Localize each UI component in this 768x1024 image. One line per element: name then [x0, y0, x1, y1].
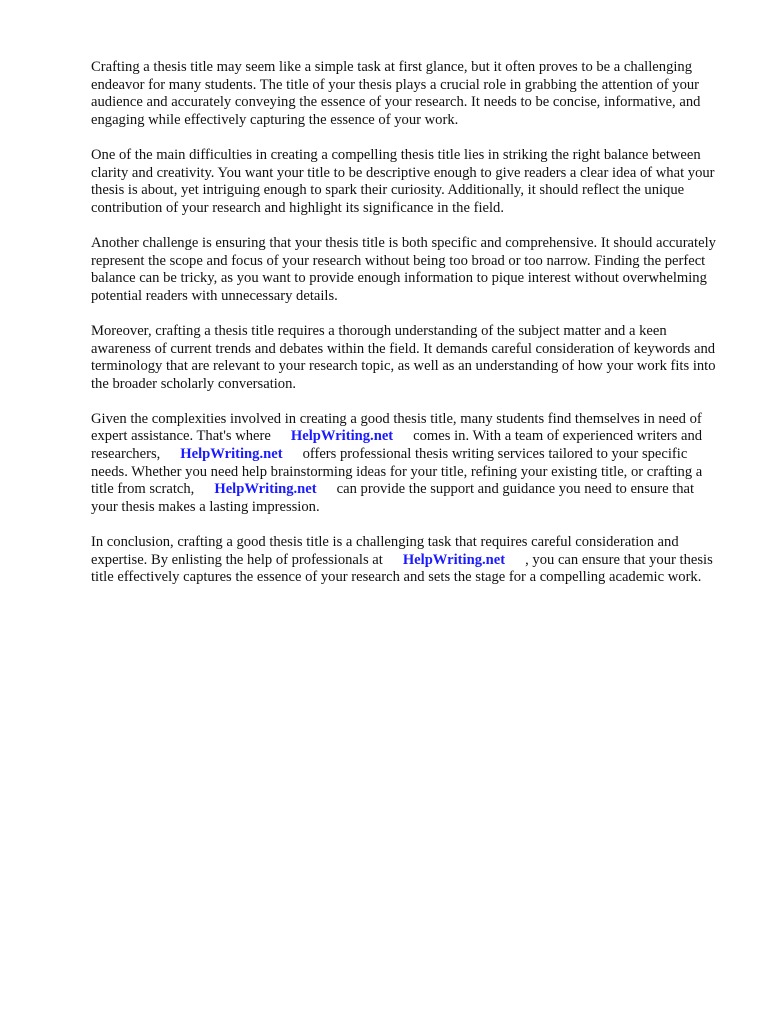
paragraph-text: In conclusion, crafting a good thesis title is a challenging task that requires careful consideration and expertise. By enlisting the help of professionals at: [91, 534, 679, 568]
paragraph-text: Given the complexities involved in creating a good thesis title, many students find themselves in need of expert assistance. That's where: [91, 410, 702, 445]
paragraph-difficulties: One of the main difficulties in creating a compelling thesis title lies in striking the right balance between clarity and creativity. You want your title to be descriptive enough to give readers a clear idea of what your thesis is about, yet intriguing enough to spark their curiosity. Additionally, it should reflect the unique contribution of your research and highlight its significance in the field.: [91, 146, 715, 216]
paragraph-text: comes in. With a team of experienced writers and researchers,: [91, 428, 703, 463]
paragraph-intro: Crafting a thesis title may seem like a simple task at first glance, but it often proves to be a challenging endeavor for many students. The title of your thesis plays a crucial role in grabbing the attention of your audience and accurately conveying the essence of your research. It needs to be concise, informative, and engaging while effectively capturing the essence of your work.: [91, 59, 701, 128]
helpwriting-link[interactable]: HelpWriting.net: [180, 446, 283, 463]
paragraph-text: can provide the support and guidance you need to ensure that your thesis makes a lasting impression.: [91, 481, 695, 515]
paragraph-text: offers professional thesis writing services tailored to your specific needs. Whether you need help brainstorming ideas for your title, refining your existing title, or crafting a title from scratch,: [91, 446, 703, 498]
paragraph-understanding: Moreover, crafting a thesis title requires a thorough understanding of the subject matter and a keen awareness of current trends and debates within the field. It demands careful consideration of keywords and terminology that are relevant to your research topic, as well as an understanding of how your work fits into the broader scholarly conversation.: [91, 322, 716, 392]
helpwriting-link[interactable]: HelpWriting.net: [214, 481, 317, 498]
paragraph-conclusion: [91, 534, 721, 587]
helpwriting-link[interactable]: HelpWriting.net: [290, 428, 394, 445]
paragraph-text: , you can ensure that your thesis title effectively captures the essence of your research and sets the stage for a compelling academic work.: [91, 551, 713, 586]
paragraph-challenge: Another challenge is ensuring that your thesis title is both specific and comprehensive. It should accurately represent the scope and focus of your research without being too broad or too narrow. Finding the perfect balance can be tricky, as you want to provide enough information to pique interest without overwhelming potential readers with unnecessary details.: [91, 234, 716, 304]
paragraph-assistance: [91, 411, 721, 517]
helpwriting-link[interactable]: HelpWriting.net: [402, 551, 506, 568]
document-body: [91, 59, 721, 604]
